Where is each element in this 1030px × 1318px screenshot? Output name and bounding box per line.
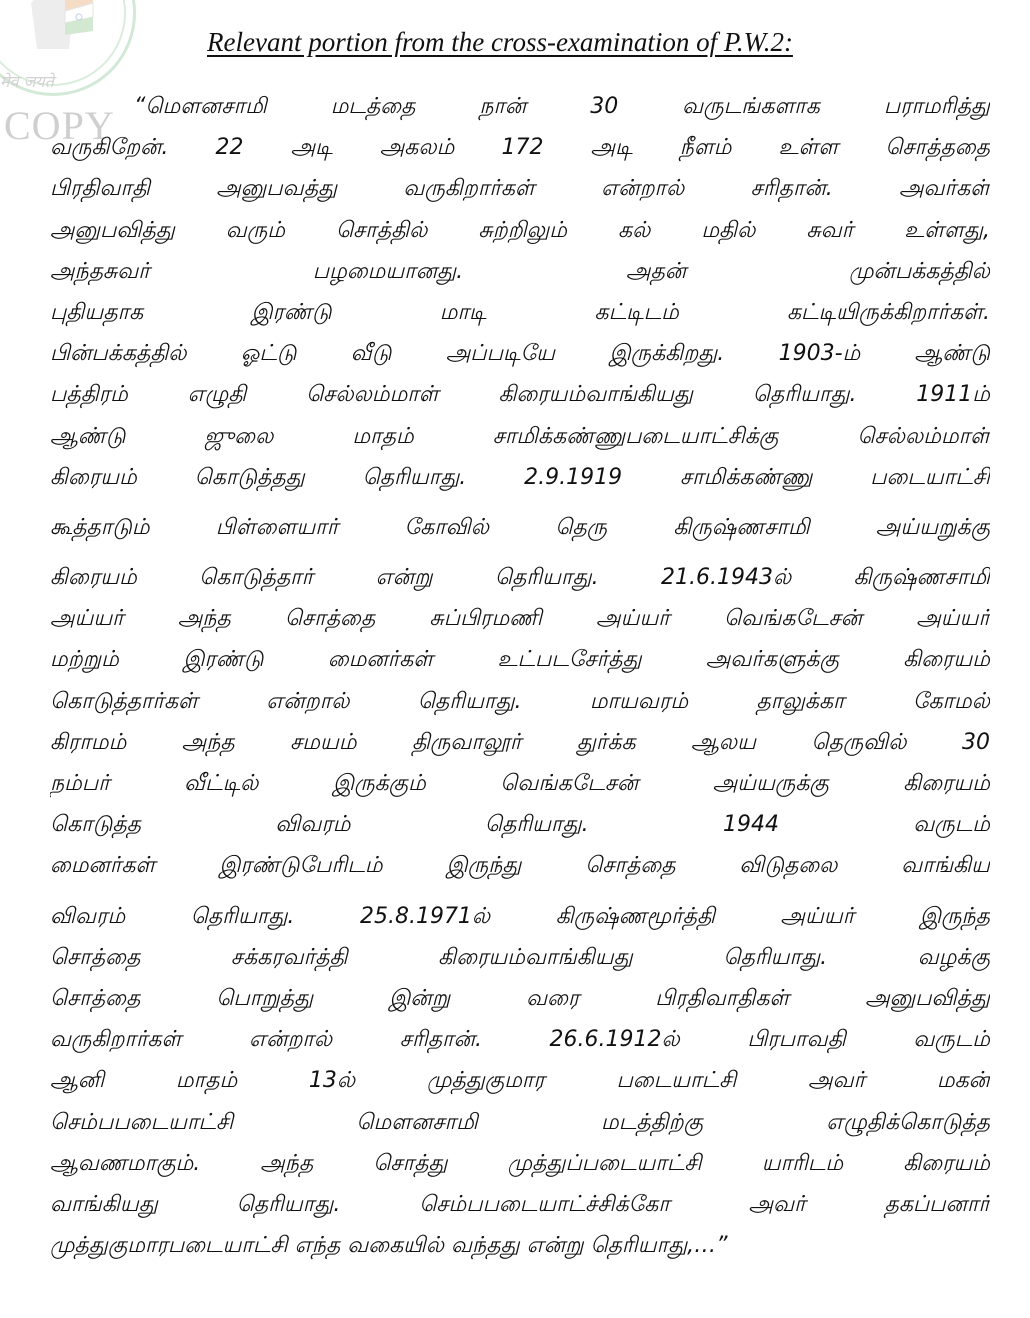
- text-line: சொத்தை பொறுத்து இன்று வரை பிரதிவாதிகள் அனுபவித்து: [50, 985, 990, 1011]
- text-line: அந்தசுவர் பழமையானது. அதன் முன்பக்கத்தில்: [50, 258, 990, 284]
- text-line: ஆனி மாதம் 13ல் முத்துகுமார படையாட்சி அவர் மகன்: [50, 1068, 990, 1094]
- text-line: பத்திரம் எழுதி செல்லம்மாள் கிரையம்வாங்கியது தெரியாது. 1911ம்: [50, 382, 990, 408]
- text-line: கிரையம் கொடுத்தார் என்று தெரியாது. 21.6.1943ல் கிருஷ்ணசாமி: [50, 565, 990, 591]
- text-line: கூத்தாடும் பிள்ளையார் கோவில் தெரு கிருஷ்ணசாமி அய்யறுக்கு: [50, 514, 990, 540]
- text-line: ஆவணமாகும். அந்த சொத்து முத்துப்படையாட்சி யாரிடம் கிரையம்: [50, 1150, 990, 1176]
- text-line: வருகிறேன். 22 அடி அகலம் 172 அடி நீளம் உள்ள சொத்ததை: [50, 135, 990, 161]
- seal-motto-text: मेव जयते: [0, 72, 54, 91]
- text-line: வருகிறார்கள் என்றால் சரிதான். 26.6.1912ல் பிரபாவதி வருடம்: [50, 1027, 990, 1053]
- text-line: பிரதிவாதி அனுபவத்து வருகிறார்கள் என்றால் சரிதான். அவர்கள்: [50, 176, 990, 202]
- text-line: விவரம் தெரியாது. 25.8.1971ல் கிருஷ்ணமூர்த்தி அய்யர் இருந்த: [50, 903, 990, 929]
- text-line: “மௌனசாமி மடத்தை நான் 30 வருடங்களாக பராமரித்து: [134, 94, 990, 119]
- text-line: புதியதாக இரண்டு மாடி கட்டிடம் கட்டியிருக்கிறார்கள்.: [50, 299, 990, 325]
- testimony-quote: [50, 86, 990, 1266]
- text-line: செம்பபடையாட்சி மௌனசாமி மடத்திற்கு எழுதிக்கொடுத்த: [50, 1109, 990, 1135]
- text-line: அனுபவித்து வரும் சொத்தில் சுற்றிலும் கல் மதில் சுவர் உள்ளது,: [50, 217, 990, 243]
- text-line: கிரையம் கொடுத்தது தெரியாது. 2.9.1919 சாமிக்கண்ணு படையாட்சி: [50, 464, 990, 490]
- copy-watermark: COPY: [4, 103, 115, 148]
- text-line: நம்பர் வீட்டில் இருக்கும் வெங்கடேசன் அய்யருக்கு கிரையம்: [50, 771, 990, 796]
- text-line: வாங்கியது தெரியாது. செம்பபடையாட்ச்சிக்கோ அவர் தகப்பனார்: [50, 1191, 990, 1217]
- text-line: மற்றும் இரண்டு மைனர்கள் உட்படசேர்த்து அவர்களுக்கு கிரையம்: [50, 647, 990, 673]
- section-heading: Relevant portion from the cross-examination of P.W.2:: [207, 27, 793, 57]
- text-line: பின்பக்கத்தில் ஓட்டு வீடு அப்படியே இருக்கிறது. 1903-ம் ஆண்டு: [50, 341, 990, 367]
- text-line: மைனர்கள் இரண்டுபேரிடம் இருந்து சொத்தை விடுதலை வாங்கிய: [50, 853, 990, 879]
- text-line: சொத்தை சக்கரவர்த்தி கிரையம்வாங்கியது தெரியாது. வழக்கு: [50, 944, 990, 970]
- text-line: கொடுத்தார்கள் என்றால் தெரியாது. மாயவரம் தாலுக்கா கோமல்: [50, 688, 990, 714]
- text-line: முத்துகுமாரபடையாட்சி எந்த வகையில் வந்தது என்று தெரியாது,…”: [50, 1233, 728, 1259]
- text-line: அய்யர் அந்த சொத்தை சுப்பிரமணி அய்யர் வெங்கடேசன் அய்யர்: [50, 606, 990, 632]
- text-line: கொடுத்த விவரம் தெரியாது. 1944 வருடம்: [50, 812, 990, 838]
- text-line: ஆண்டு ஜுலை மாதம் சாமிக்கண்ணுபடையாட்சிக்கு செல்லம்மாள்: [50, 423, 990, 449]
- text-line: கிராமம் அந்த சமயம் திருவாலூர் துர்க்க ஆலய தெருவில் 30: [50, 729, 990, 755]
